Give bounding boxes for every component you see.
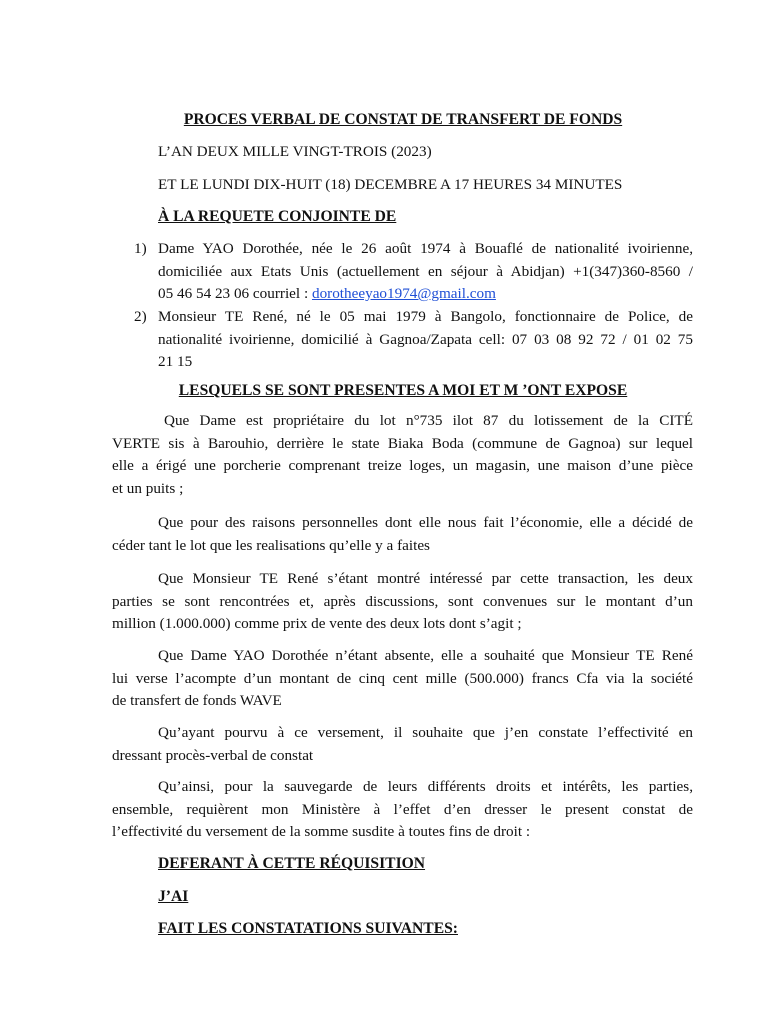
text-line: nationalité ivoirienne, domicilié à Gagnoa/Zapata cell: 07 03 08 92 72 / 01 02 75: [158, 330, 693, 348]
text-line: de transfert de fonds WAVE: [112, 692, 282, 710]
text-line: parties se sont rencontrées et, après discussions, sont convenues sur le montant d’un: [112, 592, 693, 610]
text-line: Qu’ainsi, pour la sauvegarde de leurs différents droits et intérêts, les parties,: [158, 778, 693, 795]
year-line: L’AN DEUX MILLE VINGT-TROIS (2023): [158, 143, 432, 160]
paragraph: [112, 776, 693, 844]
text-line: Que Dame est propriétaire du lot n°735 ilot 87 du lotissement de la CITÉ: [164, 412, 693, 429]
text-line: Que pour des raisons personnelles dont elle nous fait l’économie, elle a décidé de: [158, 514, 693, 531]
document-title: PROCES VERBAL DE CONSTAT DE TRANSFERT DE FONDS: [183, 111, 623, 128]
text-line: domiciliée aux Etats Unis (actuellement en séjour à Abidjan) +1(347)360-8560 /: [158, 262, 693, 280]
text-line: et un puits ;: [112, 480, 184, 498]
list-item-number: 2): [134, 308, 147, 325]
text-line: elle a érigé une porcherie comprenant treize loges, un magasin, une maison d’une pièce: [112, 457, 693, 475]
email-link[interactable]: dorotheeyao1974@gmail.com: [311, 285, 496, 302]
paragraph: [112, 410, 693, 501]
list-item-number: 1): [134, 240, 147, 257]
text-line: l’effectivité du versement de la somme susdite à toutes fins de droit :: [112, 823, 531, 841]
text-line: Monsieur TE René, né le 05 mai 1979 à Bangolo, fonctionnaire de Police, de: [158, 308, 693, 325]
text-line: céder tant le lot que les realisations qu’elle y a faites: [112, 536, 430, 554]
text-line: dressant procès-verbal de constat: [112, 746, 314, 764]
constatations-heading: FAIT LES CONSTATATIONS SUIVANTES:: [158, 920, 458, 937]
text-line: lui verse l’acompte d’un montant de cinq cent mille (500.000) francs Cfa via la société: [112, 669, 693, 687]
paragraph: [112, 722, 693, 767]
list-item-text: [158, 238, 693, 306]
text-line: million (1.000.000) comme prix de vente des deux lots dont s’agit ;: [112, 615, 522, 633]
paragraph: [112, 645, 693, 713]
text-line: VERTE sis à Barouhio, derrière le state Biaka Boda (commune de Gagnoa) sur lequel: [112, 434, 693, 452]
deferant-heading: DEFERANT À CETTE RÉQUISITION: [158, 855, 426, 872]
jai-heading: J’AI: [158, 888, 189, 905]
text-line: [158, 283, 693, 306]
exposition-heading: LESQUELS SE SONT PRESENTES A MOI ET M ’ONT EXPOSE: [178, 382, 628, 399]
text-line-content: 05 46 54 23 06 courriel :: [158, 285, 312, 302]
paragraph: [112, 512, 693, 557]
text-line: 21 15: [158, 353, 193, 370]
text-line: Que Dame YAO Dorothée n’étant absente, elle a souhaité que Monsieur TE René: [158, 647, 693, 664]
text-line: Qu’ayant pourvu à ce versement, il souhaite que j’en constate l’effectivité en: [158, 724, 693, 741]
text-line: Que Monsieur TE René s’étant montré intéressé par cette transaction, les deux: [158, 570, 693, 587]
text-line: ensemble, requièrent mon Ministère à l’effet d’en dresser le present constat de: [112, 800, 693, 818]
date-line: ET LE LUNDI DIX-HUIT (18) DECEMBRE A 17 HEURES 34 MINUTES: [158, 176, 623, 193]
text-line: Dame YAO Dorothée, née le 26 août 1974 à Bouaflé de nationalité ivoirienne,: [158, 240, 693, 257]
list-item-text: [158, 306, 693, 374]
paragraph: [112, 568, 693, 636]
request-heading: À LA REQUETE CONJOINTE DE: [158, 208, 397, 225]
